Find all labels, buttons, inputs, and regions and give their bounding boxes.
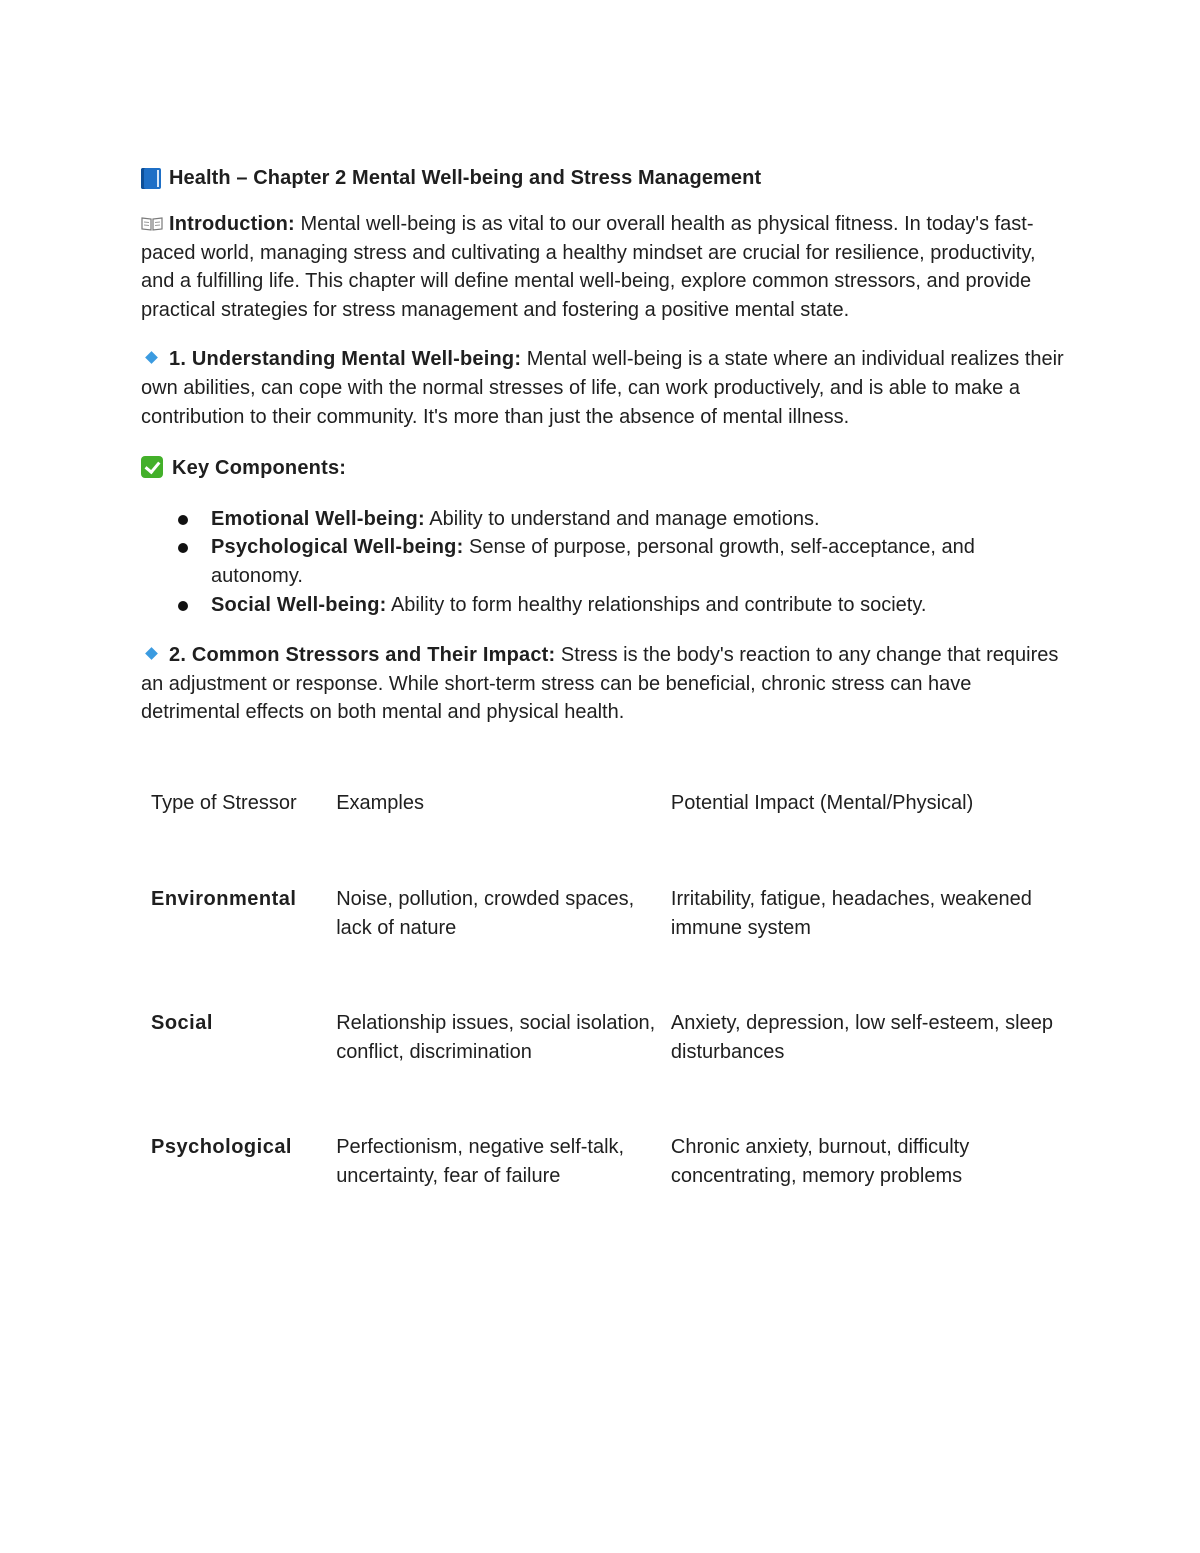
stressor-examples: Noise, pollution, crowded spaces, lack of nature — [336, 887, 635, 939]
section-2-text: Stress is the body's reaction to any change that requires an adjustment or response. While short-term stress can be beneficial, chronic stress can have detrimental effects on both mental and physical health. — [141, 644, 1059, 724]
intro-paragraph — [141, 210, 1066, 324]
intro-text: Mental well-being is as vital to our overall health as physical fitness. In today's fast-paced world, managing stress and cultivating a healthy mindset are crucial for resilience, productivity, and a fulfilling life. This chapter will define mental well-being, explore common stressors, and provide practical strategies for stress management and fostering a positive mental state. — [141, 213, 1036, 321]
document-page — [141, 160, 1066, 1257]
component-text: Sense of purpose, personal growth, self-acceptance, and autonomy. — [211, 536, 975, 587]
stressor-examples: Perfectionism, negative self-talk, uncertainty, fear of failure — [336, 1135, 625, 1187]
component-label: Psychological Well-being: — [211, 536, 464, 559]
stressors-table — [151, 789, 1066, 1257]
key-components-heading — [141, 454, 1066, 483]
section-1-paragraph — [141, 345, 1066, 431]
bullet-icon — [178, 543, 188, 553]
key-components-label: Key Components: — [172, 457, 347, 480]
section-1-heading: 1. Understanding Mental Well-being: — [169, 348, 522, 371]
table-header-row — [151, 789, 1066, 885]
stressor-type: Environmental — [151, 887, 297, 910]
table-row — [151, 1133, 1066, 1257]
blue-diamond-icon — [145, 647, 158, 660]
header-type: Type of Stressor — [151, 791, 297, 814]
component-text: Ability to form healthy relationships and contribute to society. — [386, 593, 927, 616]
stressor-impact: Irritability, fatigue, headaches, weakened immune system — [670, 887, 1032, 939]
bullet-icon — [178, 515, 188, 525]
open-book-icon — [141, 216, 163, 231]
stressor-examples: Relationship issues, social isolation, conflict, discrimination — [336, 1011, 656, 1063]
blue-diamond-icon — [145, 352, 158, 365]
section-1-text: Mental well-being is a state where an individual realizes their own abilities, can cope with the normal stresses of life, can work productively, and is able to make a contribution to their community. It's more than just the absence of mental illness. — [141, 348, 1064, 428]
table-row — [151, 885, 1066, 1009]
table-row — [151, 1009, 1066, 1133]
key-components-list — [141, 505, 1066, 619]
list-item — [141, 533, 1066, 590]
list-item — [141, 591, 1066, 620]
document-title — [141, 160, 1066, 196]
blue-book-icon — [141, 168, 161, 189]
component-text: Ability to understand and manage emotions. — [424, 507, 820, 530]
intro-label: Introduction: — [169, 213, 295, 235]
green-check-icon — [141, 456, 163, 478]
header-impact: Potential Impact (Mental/Physical) — [670, 791, 974, 814]
component-label: Emotional Well-being: — [211, 507, 425, 530]
stressor-impact: Chronic anxiety, burnout, difficulty concentrating, memory problems — [670, 1135, 970, 1187]
list-item — [141, 505, 1066, 534]
component-label: Social Well-being: — [211, 593, 387, 616]
stressor-type: Social — [151, 1011, 213, 1034]
stressor-impact: Anxiety, depression, low self-esteem, sleep disturbances — [670, 1011, 1053, 1063]
header-examples: Examples — [336, 791, 424, 814]
title-text: Health – Chapter 2 Mental Well-being and Stress Management — [169, 167, 762, 189]
section-2-paragraph — [141, 641, 1066, 727]
stressor-type: Psychological — [151, 1135, 292, 1158]
section-2-heading: 2. Common Stressors and Their Impact: — [169, 644, 556, 667]
bullet-icon — [178, 601, 188, 611]
